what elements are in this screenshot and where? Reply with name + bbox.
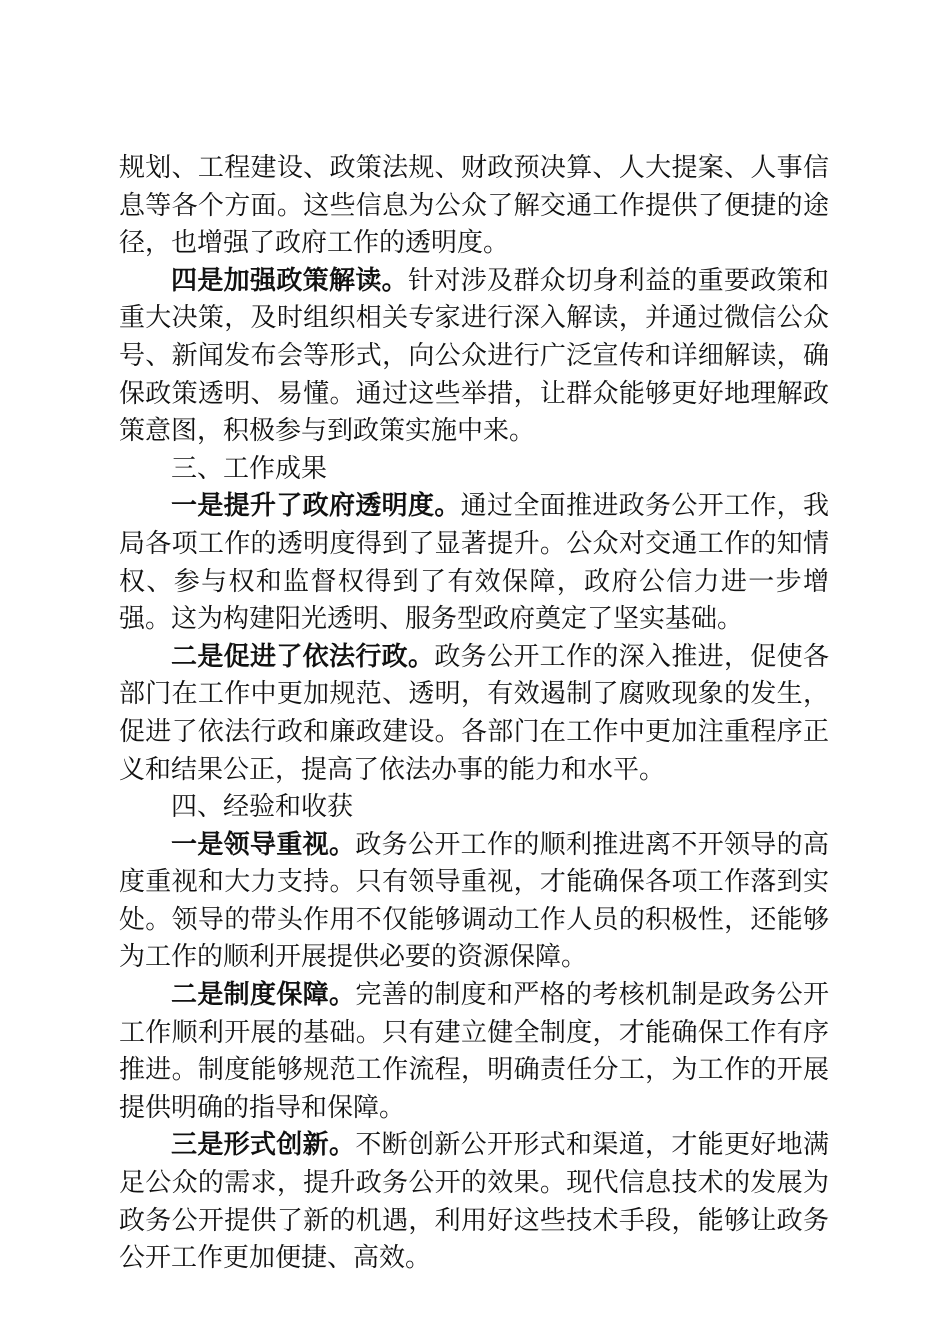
paragraph-leadership xyxy=(119,827,829,977)
paragraph-innovation xyxy=(119,1127,829,1277)
document-page xyxy=(119,150,829,1278)
paragraph-lead: 四是加强政策解读。 xyxy=(171,265,408,296)
paragraph-policy-interpretation xyxy=(119,263,829,451)
paragraph-body: 政务公开工作的深入推进，促使各部门在工作中更加规范、透明，有效遏制了腐败现象的发生，促进了依法行政和廉政建设。各部门在工作中更加注重程序正义和结果公正，提高了依法办事的能力和水平。 xyxy=(119,641,829,785)
paragraph-lead: 一是领导重视。 xyxy=(171,829,356,860)
paragraph-body: 规划、工程建设、政策法规、财政预决算、人大提案、人事信息等各个方面。这些信息为公众了解交通工作提供了便捷的途径，也增强了政府工作的透明度。 xyxy=(119,153,829,259)
paragraph-transparency xyxy=(119,488,829,638)
paragraph-lead: 二是促进了依法行政。 xyxy=(171,641,435,672)
paragraph-lead: 一是提升了政府透明度。 xyxy=(171,491,461,522)
paragraph-body: 政务公开工作的顺利推进离不开领导的高度重视和大力支持。只有领导重视，才能确保各项工作落到实处。领导的带头作用不仅能够调动工作人员的积极性，还能够为工作的顺利开展提供必要的资源保障。 xyxy=(119,829,829,973)
section-heading-experience: 四、经验和收获 xyxy=(171,792,354,823)
paragraph-lead: 二是制度保障。 xyxy=(171,980,356,1011)
paragraph-rule-of-law xyxy=(119,639,829,789)
paragraph-body: 针对涉及群众切身利益的重要政策和重大决策，及时组织相关专家进行深入解读，并通过微信公众号、新闻发布会等形式，向公众进行广泛宣传和详细解读，确保政策透明、易懂。通过这些举措，让群众能够更好地理解政策意图，积极参与到政策实施中来。 xyxy=(119,265,829,447)
paragraph-system-guarantee xyxy=(119,977,829,1127)
paragraph-body: 通过全面推进政务公开工作，我局各项工作的透明度得到了显著提升。公众对交通工作的知情权、参与权和监督权得到了有效保障，政府公信力进一步增强。这为构建阳光透明、服务型政府奠定了坚实基础。 xyxy=(119,491,829,635)
paragraph-lead: 三是形式创新。 xyxy=(171,1130,356,1161)
paragraph-body: 不断创新公开形式和渠道，才能更好地满足公众的需求，提升政务公开的效果。现代信息技术的发展为政务公开提供了新的机遇，利用好这些技术手段，能够让政务公开工作更加便捷、高效。 xyxy=(119,1130,829,1274)
paragraph-continuation xyxy=(119,150,829,263)
paragraph-body: 完善的制度和严格的考核机制是政务公开工作顺利开展的基础。只有建立健全制度，才能确保工作有序推进。制度能够规范工作流程，明确责任分工，为工作的开展提供明确的指导和保障。 xyxy=(119,980,829,1123)
section-heading-work-results: 三、工作成果 xyxy=(171,453,328,484)
